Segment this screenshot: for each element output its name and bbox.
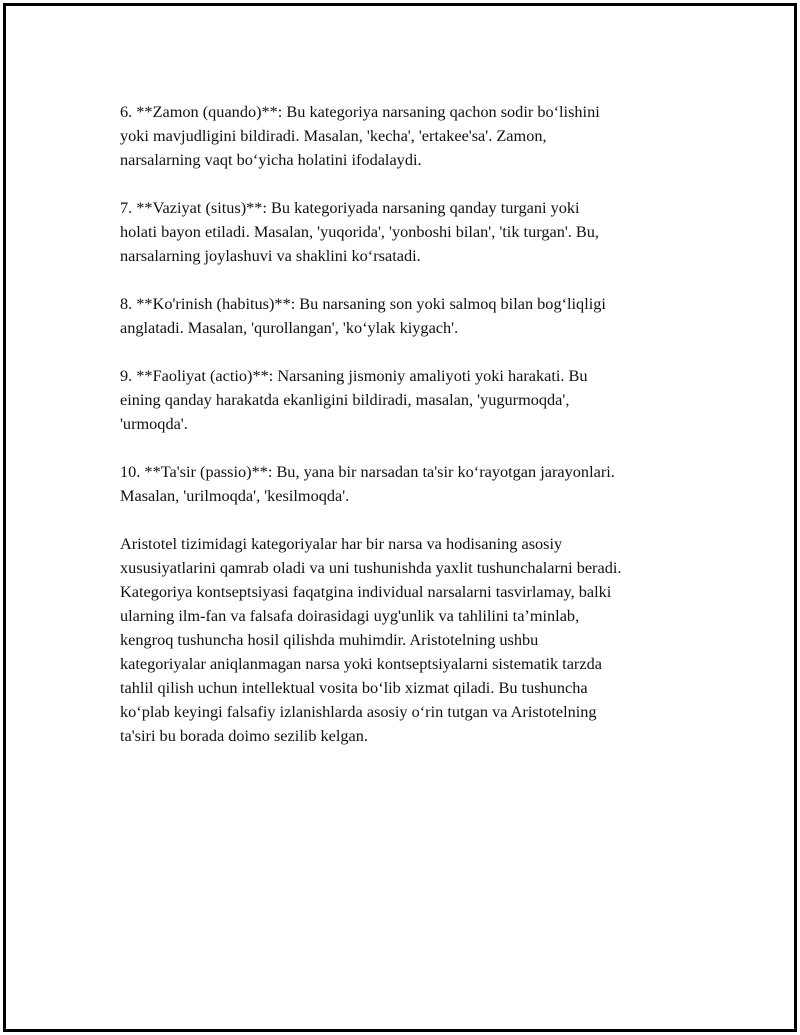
paragraph-item-10-tasir: 10. **Ta'sir (passio)**: Bu, yana bir narsadan ta'sir ko‘rayotgan jarayonlari. Masalan, 'urilmoqda', 'kesilmoqda'.	[120, 462, 615, 505]
paragraph-item-6-zamon: 6. **Zamon (quando)**: Bu kategoriya narsaning qachon sodir bo‘lishini yoki mavjudligini bildiradi. Masalan, 'kecha', 'ertakee'sa'. Zamon, narsalarning vaqt bo‘yicha holatini ifodalaydi.	[120, 102, 600, 169]
paragraph-item-7-vaziyat: 7. **Vaziyat (situs)**: Bu kategoriyada narsaning qanday turgani yoki holati bayon etiladi. Masalan, 'yuqorida', 'yonboshi bilan', 'tik turgan'. Bu, narsalarning joylashuvi va shaklini ko‘rsatadi.	[120, 198, 599, 265]
paragraph-item-9-faoliyat: 9. **Faoliyat (actio)**: Narsaning jismoniy amaliyoti yoki harakati. Bu eining qanday harakatda ekanligini bildiradi, masalan, 'yugurmoqda', 'urmoqda'.	[120, 366, 588, 433]
paragraph-conclusion: Aristotel tizimidagi kategoriyalar har bir narsa va hodisaning asosiy xususiyatlarini qamrab oladi va uni tushunishda yaxlit tushunchalarni beradi. Kategoriya kontseptsiyasi faqatgina individual narsalarni tasvirlamay, balki ularning ilm-fan va falsafa doirasidagi uyg'unlik va tahlilini ta’minlab, kengroq tushuncha hosil qilishda muhimdir. Aristotelning ushbu kategoriyalar aniqlanmagan narsa yoki kontseptsiyalarni sistematik tarzda tahlil qilish uchun intellektual vosita bo‘lib xizmat qiladi. Bu tushuncha ko‘plab keyingi falsafiy izlanishlarda asosiy o‘rin tutgan va Aristotelning ta'siri bu borada doimo sezilib kelgan.	[120, 534, 622, 745]
document-page	[3, 3, 797, 1032]
document-body	[120, 100, 700, 772]
paragraph-item-8-korinish: 8. **Ko'rinish (habitus)**: Bu narsaning son yoki salmoq bilan bog‘liqligi anglatadi. Masalan, 'qurollangan', 'ko‘ylak kiygach'.	[120, 294, 606, 337]
